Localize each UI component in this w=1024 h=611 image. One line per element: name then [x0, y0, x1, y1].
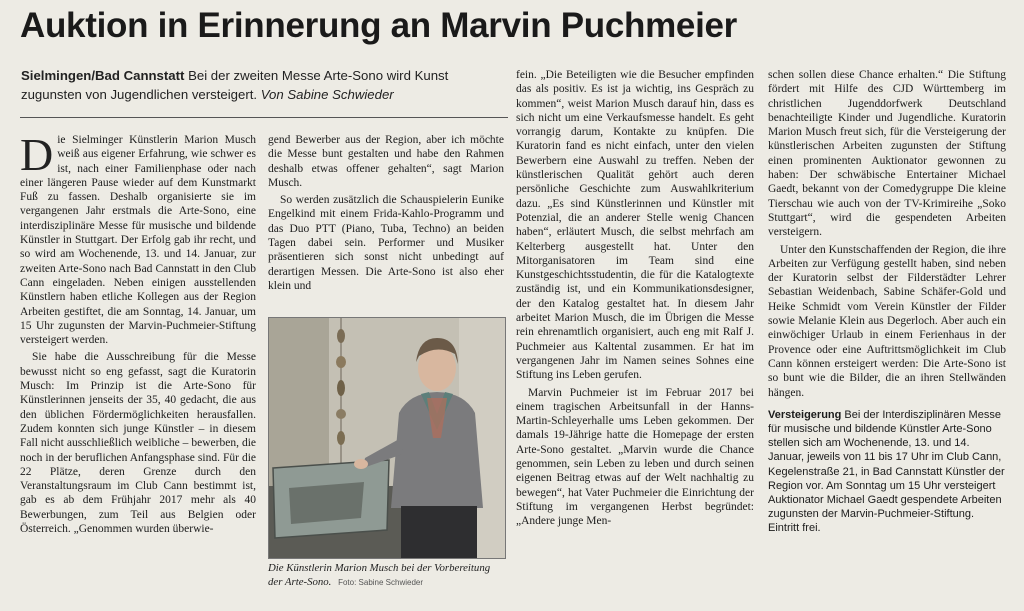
- paragraph: Marvin Puchmeier ist im Februar 2017 bei einem tragischen Arbeitsunfall in der Hanns-Martin-Schleyerhalle ums Leben gekommen. Der damals 19-Jährige hatte die Homepage der ersten Arte-Sono gestaltet. „Marvin wurde die Chance genommen, sein Leben zu leben und durch seinen eigenen Beitrag etwas auf der Welt nachhaltig zu bewegen“, hat Vater Puchmeier die Einrichtung der Stiftung im vergangenen Herbst begründet: „Andere junge Men-: [516, 386, 754, 528]
- paragraph: schen sollen diese Chance erhalten.“ Die Stiftung fördert mit Hilfe des CJD Württemberg im christlichen Jugenddorfwerk Deutschland benachteiligte Kinder und Jugendliche. Kuratorin Marion Musch freut sich, für die Versteigerung der künstlerischen Arbeiten zugunsten der Stiftung einen prominenten Auktionator gewonnen zu haben: Der schwäbische Entertainer Michael Gaedt, bekannt von der Comedygruppe Die kleine Tierschau wie auch von der TV-Krimireihe „Soko Stuttgart“, wird die gespendeten Arbeiten versteigern.: [768, 69, 1006, 239]
- paragraph: Unter den Kunstschaffenden der Region, die ihre Arbeiten zur Verfügung gestellt haben, sind neben der Kuratorin selbst der Filderstädter Lehrer Sebastian Weidenbach, Sabine Schäfer-Gold und Heike Schmidt vom Verein Künstler der Filder sowie Melanie Klein aus Degerloch. Aber auch ein einwöchiger Urlaub in einem Ferienhaus in der Provence oder eine Auftrittsmöglichkeit im Club Cann können ersteigert werden: Die Arte-Sono ist so bunt wie die Bilder, die an ihren Stellwänden hängen.: [768, 243, 1006, 399]
- dateline: Sielmingen/Bad Cannstatt: [21, 68, 185, 83]
- paragraph: fein. „Die Beteiligten wie die Besucher empfinden das als positiv. Es ist ja wichtig, ins Gespräch zu kommen“, weist Marion Musch darauf hin, dass es sich nicht um eine Verkaufsmesse handelt. Es geht vorrangig darum, Kontakte zu knüpfen. Die Kuratorin fand es nicht einfach, unter den vielen Bewerbern eine Auswahl zu treffen. Neben der künstlerischen Qualität gehört auch deren persönliche Geschichte zum Auswahlkriterium dazu. „Es sind Künstlerinnen und Künstler mit Potenzial, die an anderer Stelle wenig Chancen haben“, erläutert Musch, die selbst mehrfach am Kelterberg ausgestellt hat. Unter den Mitorganisatoren im Team sind eine Kunstgeschichtsstudentin, die für die Katalogtexte zuständig ist, und ein Kommunikationsdesigner, der den Katalog gestaltet hat. In diesem Jahr arbeitet Marion Musch, die im Übrigen die Messe rein ehrenamtlich organisiert, auch eng mit Ralf J. Puchmeier aus Kaltental zusammen. Er hat im vergangenen Jahr im Namen seines Sohnes eine Stiftung ins Leben gerufen.: [516, 69, 754, 382]
- info-box: [768, 408, 1006, 536]
- paragraph: [20, 133, 256, 347]
- info-box-label: Versteigerung: [768, 408, 842, 421]
- byline: Von Sabine Schwieder: [260, 87, 394, 102]
- article-column-4: [768, 68, 1006, 603]
- paragraph: gend Bewerber aus der Region, aber ich möchte die Messe bunt gestalten und habe den Rahmen deshalb etwas offener gehalten“, sagt Marion Musch.: [268, 134, 504, 189]
- drop-cap: D: [20, 133, 54, 180]
- article-deck: [21, 66, 511, 104]
- headline: Auktion in Erinnerung an Marvin Puchmeier: [20, 6, 737, 45]
- info-box-text: Bei der Interdisziplinären Messe für musische und bildende Künstler Arte-Sono stellen sich am Wochenende, 13. und 14. Januar, jeweils von 11 bis 17 Uhr im Club Cann, Kegelenstraße 21, in Bad Cannstatt Künstler der Region vor. Am Sonntag um 15 Uhr versteigert Auktionator Michael Gaedt gespendete Arbeiten zugunsten der Marvin-Puchmeier-Stiftung. Eintritt frei.: [768, 408, 1005, 535]
- photo-caption: [268, 562, 504, 589]
- deck-divider: [20, 117, 508, 118]
- caption-text: Die Künstlerin Marion Musch bei der Vorbereitung der Arte-Sono.: [268, 562, 491, 588]
- paragraph-text: ie Sielminger Künstlerin Marion Musch weiß aus eigener Erfahrung, wie schwer es ist, nach einer Familienphase oder nach einer längeren Pause wieder auf dem Kunstmarkt Fuß zu fassen. Deshalb organisierte sie im vergangenen Jahr erstmals die Arte-Sono, eine interdisziplinäre Messe für musische und bildende Künstler in Stuttgart. Der Erfolg gab ihr recht, und so wird am Wochenende, 13. und 14. Januar, zur zweiten Arte-Sono nach Bad Cannstatt in den Club Cann eingeladen. Neben einigen ausstellenden Künstlern haben etliche Kollegen aus der Region Arbeiten gestiftet, die am Sonntag, 14. Januar, um 15 Uhr zugunsten der Marvin-Puchmeier-Stiftung versteigert werden.: [20, 134, 256, 347]
- deck-text: Bei der zweiten Messe Arte-Sono wird Kunst zugunsten von Jugendlichen versteigert.: [21, 68, 449, 102]
- paragraph: So werden zusätzlich die Schauspielerin Eunike Engelkind mit einem Frida-Kahlo-Programm und das Duo PTT (Piano, Tuba, Techno) an beiden Tagen dabei sein. Performer und Musiker präsentieren sich sonst nicht unbedingt auf derartigen Messen. Die Arte-Sono ist also eher klein und: [268, 194, 504, 292]
- paragraph: Sie habe die Ausschreibung für die Messe bewusst nicht so eng gefasst, sagt die Kuratorin Musch: Im Prinzip ist die Arte-Sono für Künstlerinnen jenseits der 35, 40 gedacht, die aus den üblichen Fördermöglichkeiten herausfallen. Zudem konnten sich junge Künstler – in diesem Fall nicht ausschließlich weibliche – bewerben, die noch in der beruflichen Anfangsphase sind. Für die 22 Plätze, deren Grenze durch den Veranstaltungsraum im Club Cann bestimmt ist, gab es ab dem Frühjahr 2017 mehr als 40 Bewerbungen, zum Teil aus Belgien oder Österreich. „Genommen wurden überwie-: [20, 351, 256, 536]
- article-photo: [268, 317, 506, 559]
- photo-credit: Foto: Sabine Schwieder: [338, 577, 424, 587]
- photo-illustration: [269, 318, 505, 558]
- article-column-1: [20, 133, 256, 603]
- article-column-3: [516, 68, 754, 603]
- article-column-2: [268, 133, 504, 303]
